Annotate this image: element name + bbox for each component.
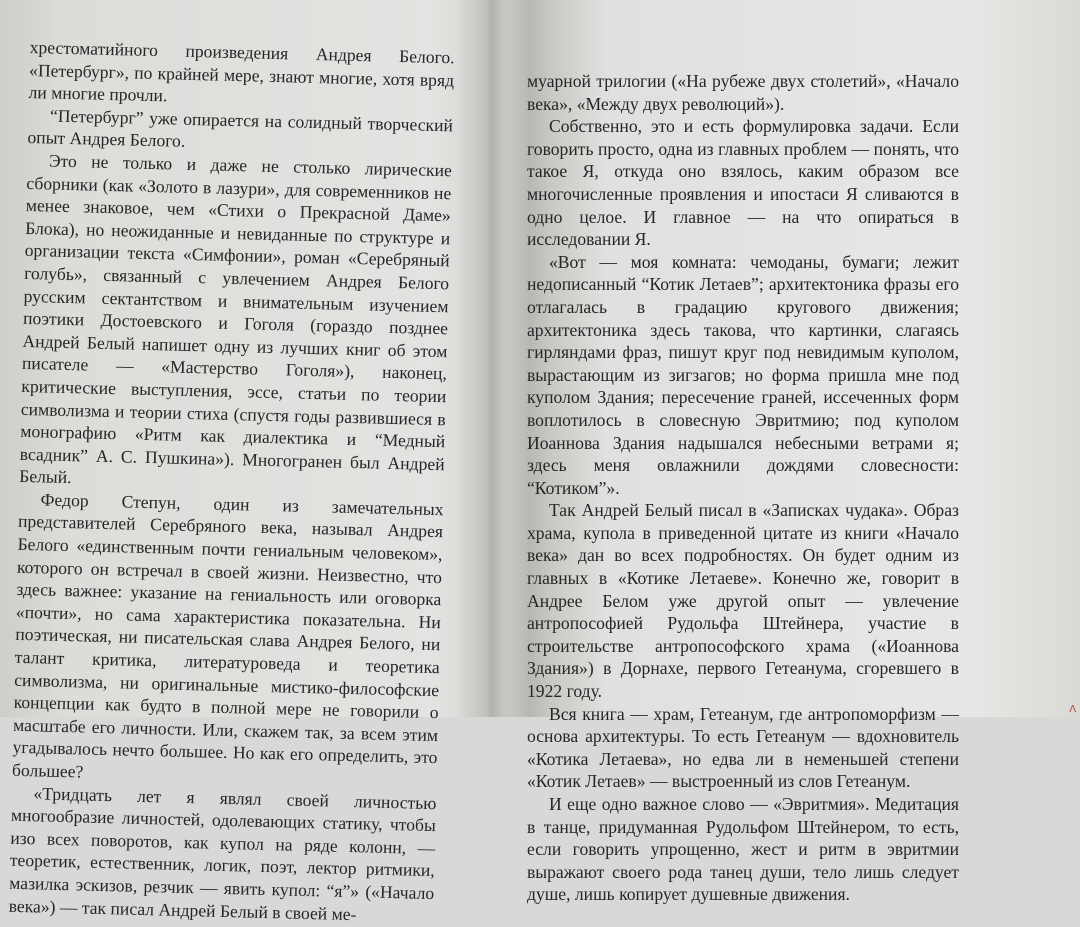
left-paragraph-2: “Петербург” уже опирается на солидный творческий опыт Андрея Белого.	[27, 105, 454, 152]
corner-mark: Λ	[1069, 704, 1076, 715]
book-gutter	[455, 0, 525, 717]
right-paragraph-1: муарной трилогии («На рубеже двух столетий», «Начало века», «Между двух революций»).	[527, 71, 959, 114]
right-paragraph-3: «Вот — моя комната: чемоданы, бумаги; лежит недописанный “Котик Летаев”; архитектоника фразы его отлагалась в градацию кругового движения; архитектоника здесь такова, что картинки, слагаясь гирляндами фраз, пишут круг под невидимым куполом, вырастающим из зигзагов; но форма пришла мне под куполом Здания; пересечение граней, иссеченных форм воплотилось в словесную Эвритмию; под куполом Иоаннова Здания надышался небесными ветрами я; здесь меня овлажнили дождями словесности: “Котиком”».	[527, 251, 959, 498]
left-paragraph-5: «Тридцать лет я являл своей личностью многообразие личностей, одолевающих статику, чтобы изо всех поворотов, как купол на ряде колонн, — теоретик, естественник, логик, поэт, лектор ритмики, мазилка эскизов, резчик — явить купол: “я”» («Начало века») — так писал Андрей Белый в своей ме-	[8, 782, 437, 924]
left-paragraph-3: Это не только и даже не столько лирические сборники (как «Золото в лазури», для современников не менее знаковое, чем «Стихи о Прекрасной Даме» Блока), но неожиданные и невиданные по структуре и организации текста «Симфонии», роман «Серебряный голубь», связанный с увлечением Андрея Белого русским сектантством и внимательным изучением поэтики Достоевского и Гоголя (гораздо позднее Андрей Белый напишет одну из лучших книг об этом писателе — «Мастерство Гоголя»), наконец, критические выступления, эссе, статьи по теории символизма и теории стиха (спустя годы развившиеся в монографию «Ритм как диалектика и “Медный всадник” А. С. Пушкина»). Многогранен был Андрей Белый.	[18, 150, 453, 488]
right-paragraph-2: Собственно, это и есть формулировка задачи. Если говорить просто, одна из главных проблем — понять, что такое Я, откуда оно взялось, каким образом все многочисленные проявления и ипостаси Я сливаются в одно целое. И главное — на что опираться в исследовании Я.	[527, 116, 959, 250]
right-paragraph-5: Вся книга — храм, Гетеанум, где антропоморфизм — основа архитектуры. То есть Гетеанум — вдохновитель «Котика Летаева», но едва ли в неменьшей степени «Котик Летаев» — выстроенный из слов Гетеанум.	[527, 703, 959, 792]
right-page	[527, 70, 959, 905]
left-paragraph-1: хрестоматийного произведения Андрея Белого. «Петербург», по крайней мере, знают многие, хотя вряд ли многие прочли.	[28, 36, 455, 106]
left-page	[8, 36, 455, 924]
left-paragraph-4: Федор Степун, один из замечательных представителей Серебряного века, называл Андрея Белого «единственным почти гениальным человеком», которого он встречал в своей жизни. Неизвестно, что здесь важнее: указание на гениальность или оговорка «почти», но сама характеристика показательна. Ни поэтическая, ни писательская слава Андрея Белого, ни талант критика, литературоведа и теоретика символизма, ни оригинальные мистико-философские концепции как будто в полной мере не говорили о масштабе его личности. Или, скажем так, за всем этим угадывалось нечто большее. Но как его определить, это большее?	[11, 489, 444, 782]
right-paragraph-4: Так Андрей Белый писал в «Записках чудака». Образ храма, купола в приведенной цитате из книги «Начало века» дан во всех подробностях. Он будет одним из главных в «Котике Летаеве». Конечно же, говорит в Андрее Белом уже другой опыт — увлечение антропософией Рудольфа Штейнера, участие в строительстве антропософского храма («Иоаннова Здания») в Дорнахе, первого Гетеанума, сгоревшего в 1922 году.	[527, 500, 959, 702]
right-paragraph-6: И еще одно важное слово — «Эвритмия». Медитация в танце, придуманная Рудольфом Штейнером, то есть, если говорить упрощенно, жест и ритм в эвритмии выражают своего рода танец души, тело лишь следует душе, лишь копирует душевные движения.	[527, 794, 959, 905]
